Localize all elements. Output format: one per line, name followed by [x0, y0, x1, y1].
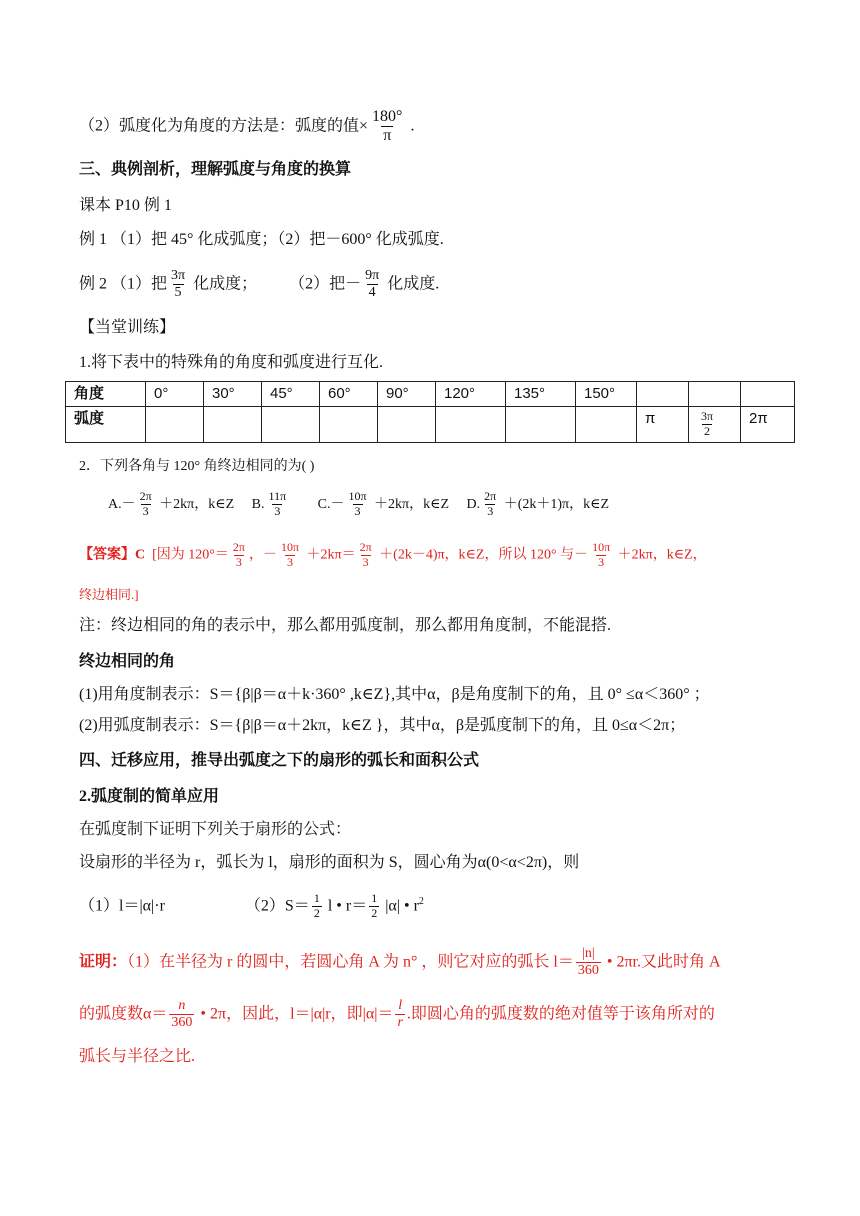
- table-cell: 135°: [506, 382, 576, 407]
- fraction-half: $\frac{1}{2}$: [371, 891, 378, 921]
- fraction: $\frac{|n|}{360}$: [577, 946, 599, 979]
- proof-line-1: 证明：（1）在半径为 r 的圆中，若圆心角 A 为 n° ，则它对应的弧长 l＝ $\frac{|n|}{360}$ • 2πr.又此时角 A: [79, 946, 721, 979]
- table-cell: [320, 407, 378, 443]
- table-cell: 2π: [741, 407, 795, 443]
- fraction: $\frac{2\pi}{3}$: [139, 489, 152, 518]
- table-cell: [204, 407, 262, 443]
- radian-representation: (2)用弧度制表示：S＝{β|β＝α＋2kπ，k∈Z }，其中α，β是弧度制下的角，且 0≤α＜2π；: [79, 717, 686, 734]
- table-cell: [506, 407, 576, 443]
- table-row-degrees: [66, 382, 795, 407]
- table-cell: [146, 407, 204, 443]
- fraction-9pi-4: $\frac{9\pi}{4}$: [365, 268, 380, 301]
- setup-statement: 设扇形的半径为 r，弧长为 l，扇形的面积为 S，圆心角为α(0<α<2π)，则: [79, 854, 580, 871]
- formulas: （1）l＝|α|·r （2）S＝ $\frac{1}{2}$ l • r＝ $\frac{1}{2}$ |α| • $r^2$: [79, 891, 424, 921]
- fraction-180-over-pi: $\frac{180^\circ}{\pi}$: [372, 108, 403, 145]
- fraction: $\frac{10\pi}{3}$: [280, 540, 300, 569]
- example-2: 例 2 （1）把 $\frac{3\pi}{5}$ 化成度； （2）把－ $\frac{9\pi}{4}$ 化成度.: [79, 268, 440, 301]
- fraction: $\frac{10\pi}{3}$: [348, 489, 367, 518]
- degree-representation: (1)用角度制表示：S＝{β|β＝α＋k·360° ,k∈Z},其中α，β是角度制下的角，且 0° ≤α＜360° ；: [79, 686, 710, 703]
- table-cell: 90°: [378, 382, 436, 407]
- angle-conversion-table: [65, 381, 795, 443]
- fraction-3pi-2: $\frac{3\pi}{2}$: [701, 409, 714, 438]
- proof-line-3: 弧长与半径之比.: [79, 1048, 196, 1065]
- table-cell: 0°: [146, 382, 204, 407]
- question-1: 1.将下表中的特殊角的角度和弧度进行互化.: [79, 354, 384, 371]
- table-row-radians: [66, 407, 795, 443]
- example-1: 例 1 （1）把 45° 化成弧度；（2）把－600° 化成弧度.: [79, 231, 444, 248]
- class-training-heading: 【当堂训练】: [79, 319, 176, 336]
- section-heading-4: 四、迁移应用，推导出弧度之下的扇形的弧长和面积公式: [79, 752, 480, 769]
- option-d: D. $\frac{2\pi}{3}$ ＋(2k＋1)π，k∈Z: [466, 489, 610, 518]
- table-cell: 30°: [204, 382, 262, 407]
- answer-line-2: 终边相同.]: [79, 587, 139, 602]
- table-header-radian: 弧度: [66, 407, 146, 443]
- answer-line-1: 【答案】C [因为 120°＝ $\frac{2\pi}{3}$ ，－ $\frac{10\pi}{3}$ ＋2kπ＝ $\frac{2\pi}{3}$ ＋(2k－4)π，k∈Z，所以 120° 与－ $\frac{10\pi}{3}$ ＋2kπ，k∈Z，: [79, 540, 707, 569]
- fraction: $\frac{l}{r}$: [397, 998, 403, 1031]
- fraction: $\frac{10\pi}{3}$: [592, 540, 611, 569]
- table-cell: [378, 407, 436, 443]
- table-cell: [689, 382, 741, 407]
- table-cell: [436, 407, 506, 443]
- proof-line-2: 的弧度数α＝ $\frac{n}{360}$ • 2π，因此，l＝|α|r，即|α|＝ $\frac{l}{r}$ .即圆心角的弧度数的绝对值等于该角所对的: [79, 998, 715, 1031]
- table-cell: 150°: [576, 382, 637, 407]
- heading-application: 2.弧度制的简单应用: [79, 788, 220, 805]
- table-cell: [576, 407, 637, 443]
- section-heading-3: 三、典例剖析，理解弧度与角度的换算: [79, 161, 352, 178]
- fraction: $\frac{2\pi}{3}$: [359, 540, 372, 569]
- table-cell: 120°: [436, 382, 506, 407]
- option-c: C.－ $\frac{10\pi}{3}$ ＋2kπ，k∈Z: [317, 489, 450, 518]
- fraction-3pi-5: $\frac{3\pi}{5}$: [171, 268, 186, 301]
- table-cell: 60°: [320, 382, 378, 407]
- table-cell: [741, 382, 795, 407]
- fraction: $\frac{11\pi}{3}$: [268, 489, 287, 518]
- prove-intro: 在弧度制下证明下列关于扇形的公式：: [79, 821, 352, 838]
- question-2: 2．下列各角与 120° 角终边相同的为( ): [79, 459, 315, 474]
- option-b: B. $\frac{11\pi}{3}$: [251, 489, 287, 518]
- fraction: $\frac{2\pi}{3}$: [484, 489, 497, 518]
- fraction-half: $\frac{1}{2}$: [313, 891, 320, 921]
- table-header-degree: 角度: [66, 382, 146, 407]
- fraction: $\frac{2\pi}{3}$: [232, 540, 245, 569]
- table-cell: [637, 382, 689, 407]
- textbook-reference: 课本 P10 例 1: [79, 197, 172, 214]
- options-row: [108, 490, 609, 519]
- heading-same-terminal-side: 终边相同的角: [79, 653, 176, 670]
- table-cell: 45°: [262, 382, 320, 407]
- fraction: $\frac{n}{360}$: [171, 998, 193, 1031]
- table-cell: [262, 407, 320, 443]
- option-a: A.－ $\frac{2\pi}{3}$ ＋2kπ，k∈Z: [108, 489, 235, 518]
- rad-to-deg-method: （2）弧度化为角度的方法是：弧度的值× $\frac{180^\circ}{\pi}$ .: [79, 108, 415, 145]
- table-cell: π: [637, 407, 689, 443]
- note: 注：终边相同的角的表示中，那么都用弧度制，那么都用角度制，不能混搭.: [79, 617, 612, 634]
- table-cell: [689, 407, 741, 443]
